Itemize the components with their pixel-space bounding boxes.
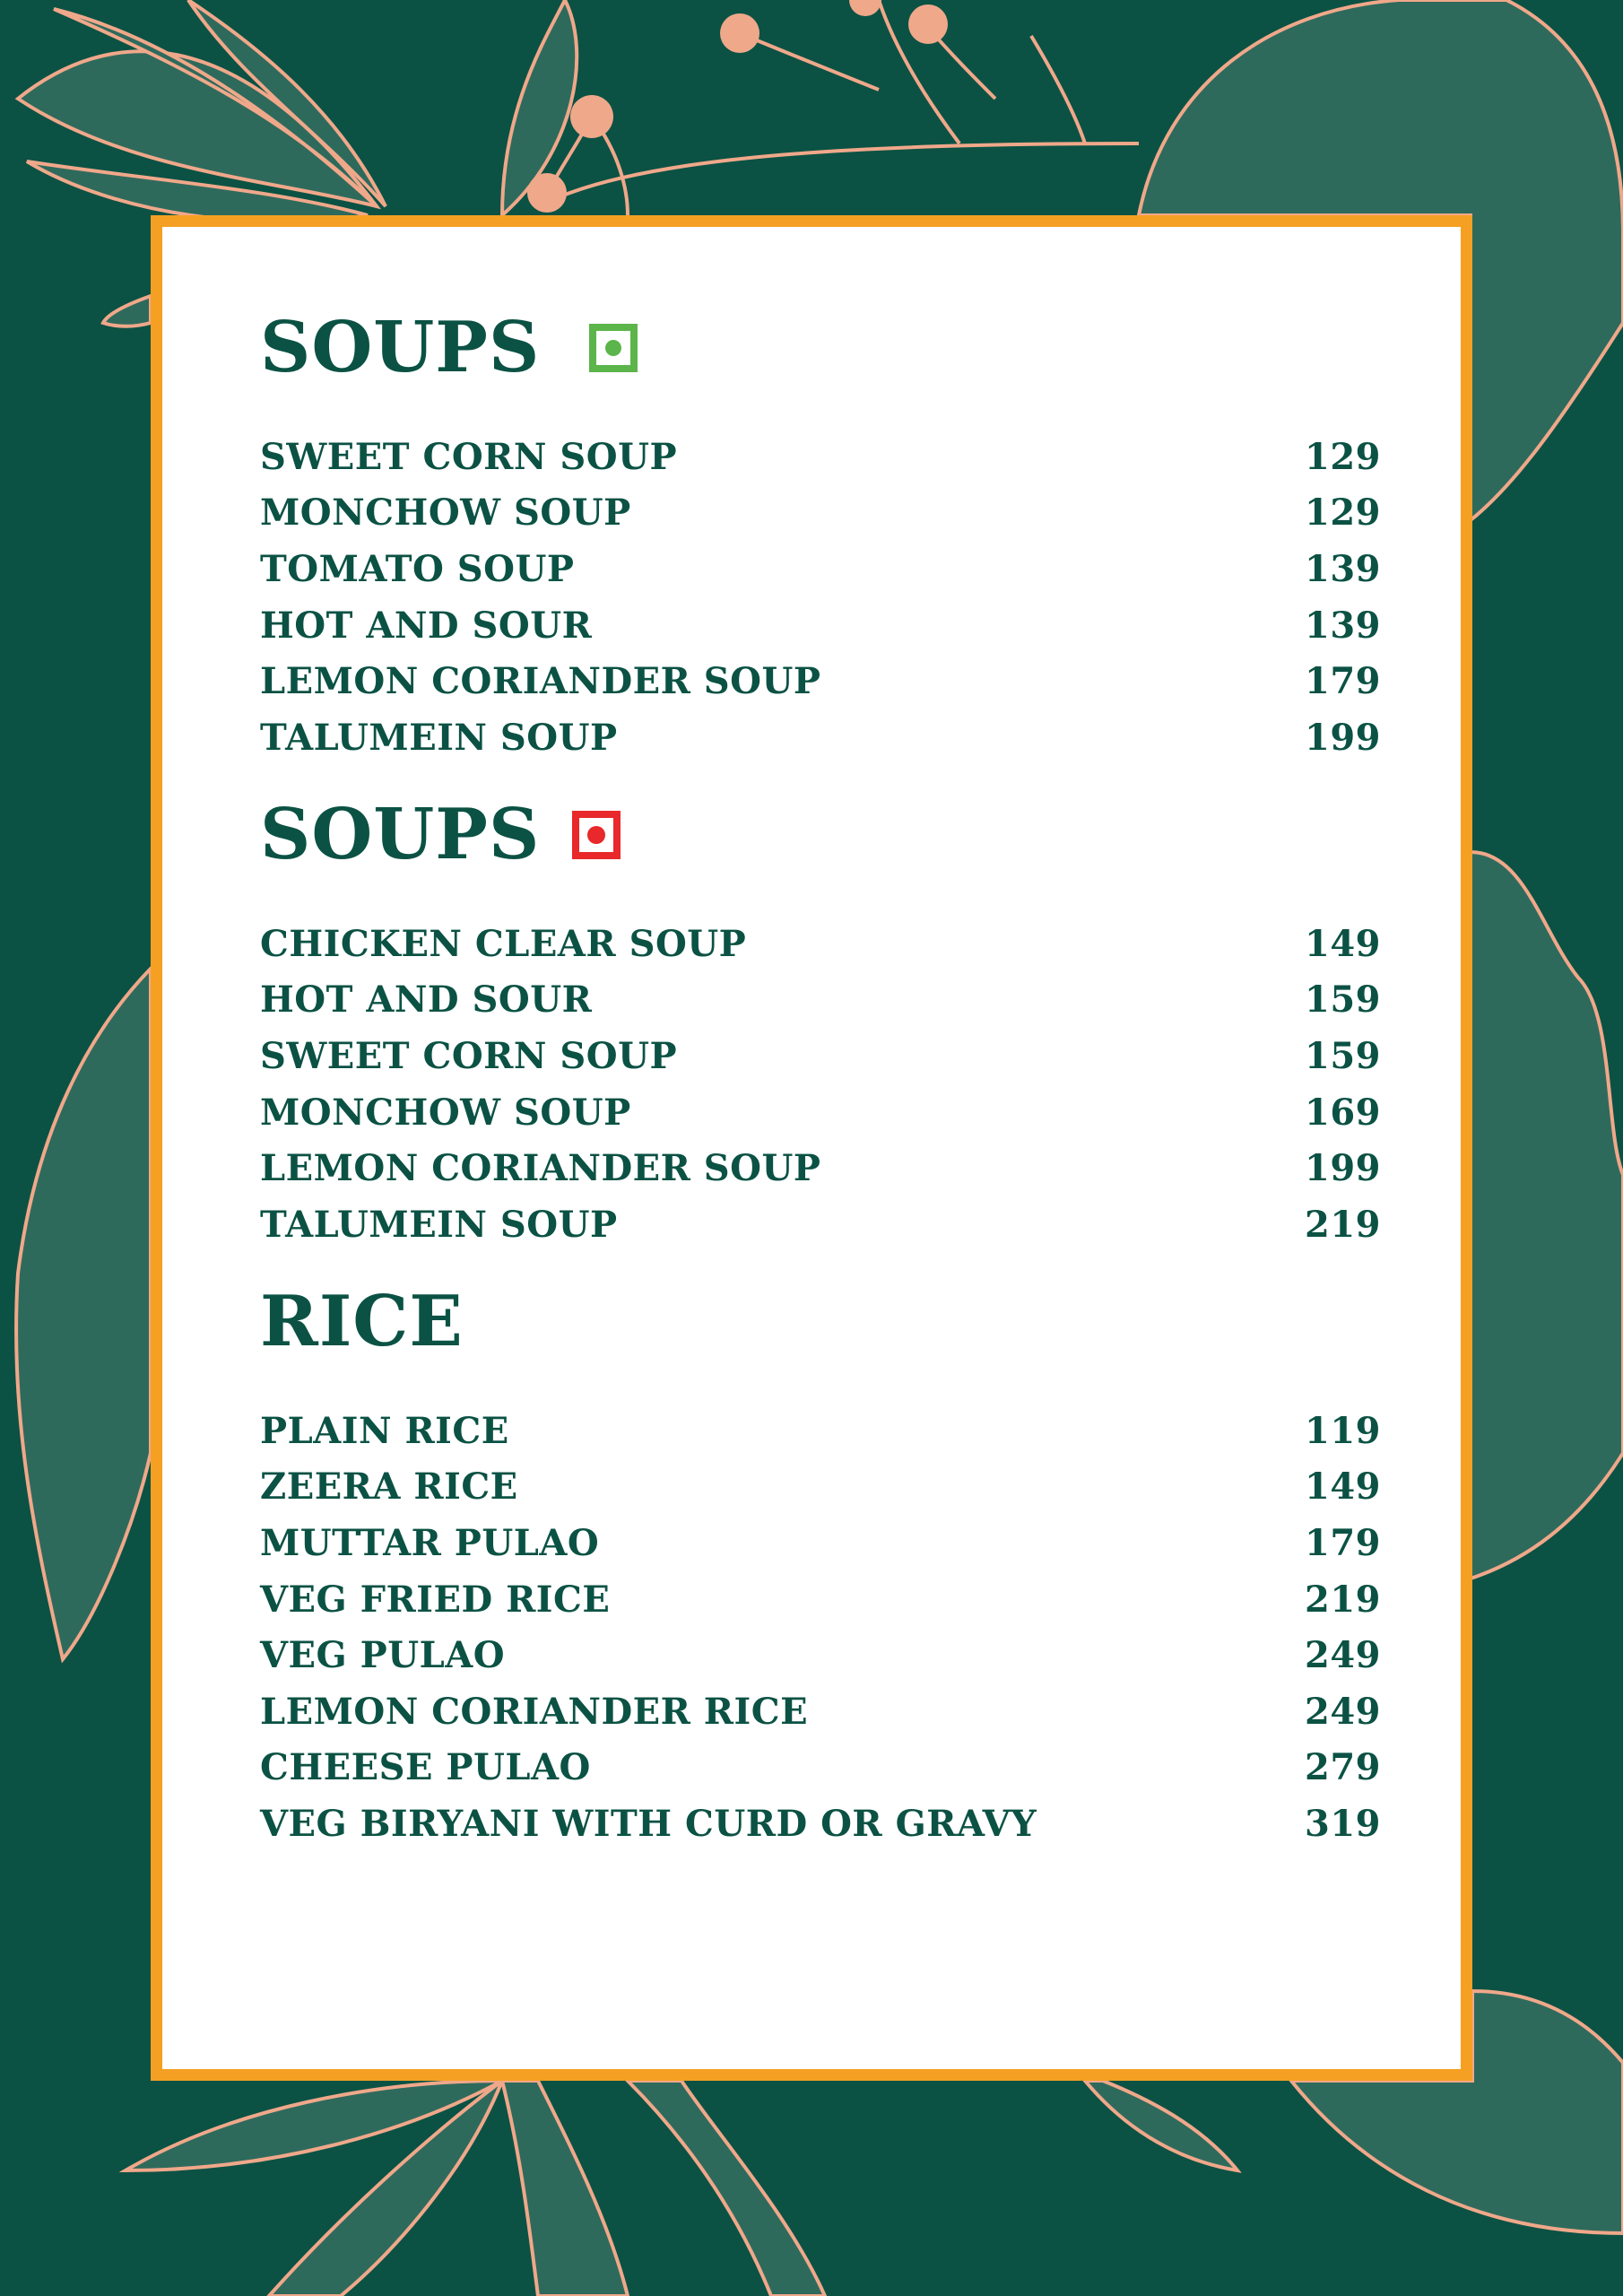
menu-item [260,541,1381,597]
item-price: 249 [1305,1690,1381,1733]
item-price: 119 [1305,1409,1381,1452]
menu-item [260,485,1381,542]
item-list [260,429,1381,766]
item-price: 139 [1305,604,1381,647]
item-list [260,1403,1381,1852]
section-rice [260,1277,1381,1852]
section-title: SOUPS [260,307,541,388]
menu-item [260,709,1381,766]
item-name: CHICKEN CLEAR SOUP [260,922,747,965]
item-price: 179 [1305,660,1381,703]
menu-item [260,916,1381,972]
menu-item [260,1403,1381,1459]
menu-card [151,215,1472,2081]
item-price: 159 [1305,978,1381,1022]
item-price: 249 [1305,1634,1381,1677]
item-name: MONCHOW SOUP [260,491,631,535]
item-name: CHEESE PULAO [260,1746,591,1789]
item-name: LEMON CORIANDER RICE [260,1690,809,1733]
item-price: 149 [1305,922,1381,965]
item-name: VEG PULAO [260,1634,506,1677]
menu-item [260,1571,1381,1628]
section-veg-soups [260,303,1381,766]
item-price: 219 [1305,1578,1381,1621]
section-title: RICE [260,1281,464,1362]
menu-item [260,597,1381,654]
item-list [260,916,1381,1253]
item-price: 129 [1305,491,1381,535]
veg-symbol-icon [589,324,638,372]
menu-item [260,429,1381,485]
item-name: MUTTAR PULAO [260,1521,600,1564]
item-price: 279 [1305,1746,1381,1789]
non-veg-symbol-icon [572,811,621,859]
item-price: 149 [1305,1465,1381,1509]
item-name: LEMON CORIANDER SOUP [260,660,821,703]
menu-item [260,1740,1381,1796]
item-name: TOMATO SOUP [260,547,575,590]
section-header [260,1277,1376,1367]
item-name: SWEET CORN SOUP [260,1034,678,1077]
item-price: 219 [1305,1203,1381,1246]
menu-item [260,653,1381,709]
section-nonveg-soups [260,790,1381,1253]
item-price: 129 [1305,435,1381,478]
menu-item [260,1683,1381,1740]
menu-item [260,1459,1381,1516]
item-name: VEG FRIED RICE [260,1578,611,1621]
section-header [260,303,1376,393]
item-name: HOT AND SOUR [260,604,593,647]
item-price: 199 [1305,716,1381,759]
menu-item [260,1196,1381,1253]
item-price: 199 [1305,1147,1381,1190]
item-name: SWEET CORN SOUP [260,435,678,478]
item-name: ZEERA RICE [260,1465,518,1509]
section-title: SOUPS [260,794,541,875]
menu-item [260,1796,1381,1852]
menu-item [260,1028,1381,1084]
item-price: 319 [1305,1802,1381,1845]
item-price: 179 [1305,1521,1381,1564]
item-price: 139 [1305,547,1381,590]
menu-item [260,972,1381,1029]
menu-item [260,1140,1381,1196]
menu-item [260,1515,1381,1571]
item-name: TALUMEIN SOUP [260,1203,618,1246]
item-name: VEG BIRYANI WITH CURD OR GRAVY [260,1802,1037,1845]
item-name: LEMON CORIANDER SOUP [260,1147,821,1190]
item-name: TALUMEIN SOUP [260,716,618,759]
item-name: HOT AND SOUR [260,978,593,1022]
menu-item [260,1627,1381,1683]
item-name: MONCHOW SOUP [260,1091,631,1134]
menu-item [260,1084,1381,1141]
item-price: 159 [1305,1034,1381,1077]
section-header [260,790,1376,880]
item-name: PLAIN RICE [260,1409,509,1452]
item-price: 169 [1305,1091,1381,1134]
